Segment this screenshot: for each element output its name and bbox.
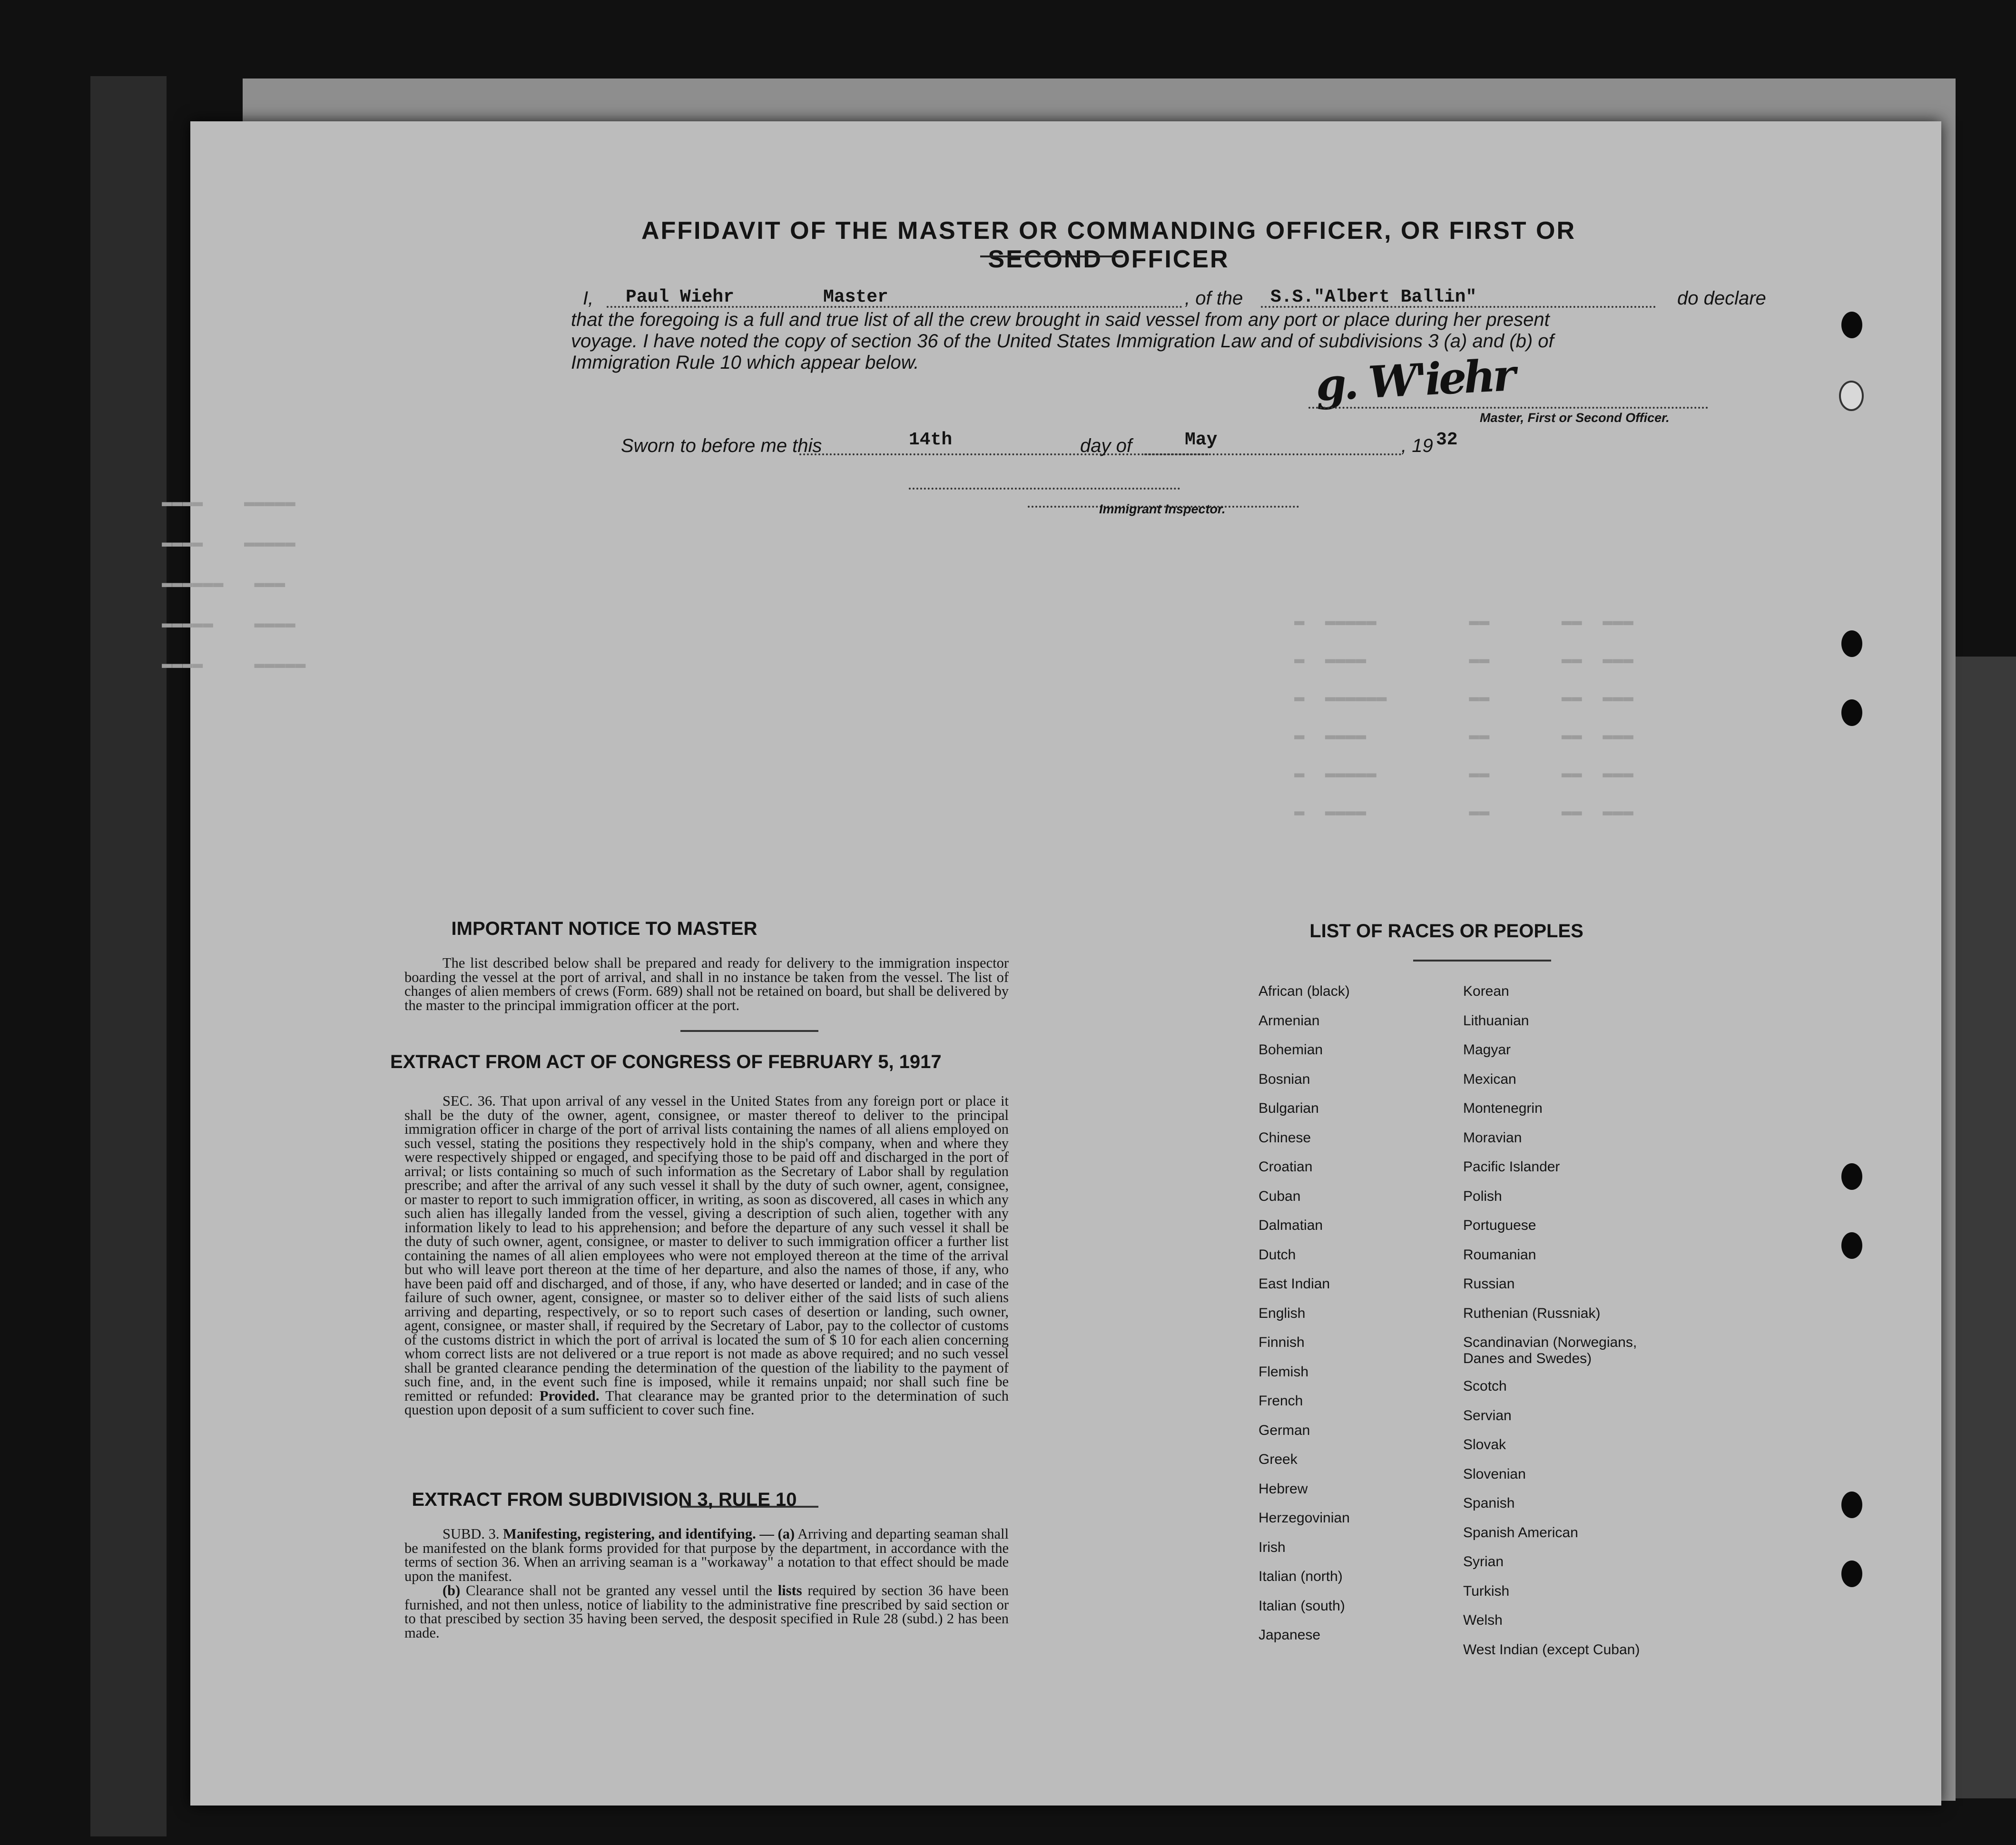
race-item: Hebrew [1259, 1481, 1308, 1497]
race-item: Cuban [1259, 1188, 1301, 1204]
rule-part-a [404, 1527, 1009, 1583]
day-of-label: day of [1080, 435, 1132, 456]
race-item: Scotch [1463, 1378, 1507, 1394]
part-b-lists: lists [777, 1582, 802, 1599]
notice-text: The list described below shall be prepared and ready for delivery to the immigration inspector boarding the vessel at the port of arrival, and shall in no instance be taken from the vessel. The list of changes of alien members of crews (Form. 689) shall not be retained on board, but shall be delivered by the master to the principal immigration officer at the port. [404, 955, 1009, 1013]
race-item: East Indian [1259, 1276, 1330, 1292]
race-item: Portuguese [1463, 1217, 1536, 1233]
race-item: Montenegrin [1463, 1100, 1543, 1116]
part-a-label: — (a) [759, 1526, 795, 1542]
master-name: Paul Wiehr [626, 287, 735, 307]
race-item: Spanish [1463, 1495, 1515, 1511]
punch-hole [1841, 312, 1862, 338]
race-item: Mexican [1463, 1071, 1516, 1087]
punch-hole [1841, 1163, 1862, 1190]
punch-hole [1841, 1232, 1862, 1259]
declaration-line-3: voyage. I have noted the copy of section 36 of the United States Immigration Law and of subdivisions 3 (a) and (b) of [571, 331, 1554, 352]
act-text [404, 1094, 1009, 1417]
rule-title: EXTRACT FROM SUBDIVISION 3, RULE 10 [412, 1489, 797, 1510]
race-item: Servian [1463, 1407, 1512, 1423]
sworn-label: Sworn to before me this [621, 435, 822, 456]
film-backdrop-left [90, 76, 167, 1836]
race-item: Magyar [1463, 1042, 1511, 1058]
sworn-year: 32 [1436, 430, 1458, 450]
year-prefix: , 19 [1401, 435, 1433, 456]
race-item: Lithuanian [1463, 1012, 1529, 1029]
race-item: Armenian [1259, 1012, 1320, 1029]
race-item: Roumanian [1463, 1246, 1536, 1263]
race-item: Italian (south) [1259, 1598, 1345, 1614]
race-item: Welsh [1463, 1612, 1503, 1628]
affidavit-title: AFFIDAVIT OF THE MASTER OR COMMANDING OFFICER, OR FIRST OR SECOND OFFICER [641, 217, 1576, 273]
race-item: Chinese [1259, 1129, 1311, 1146]
part-b-text-2: required by section 36 have been furnished, and not then unless, notice of liability to the administrative fine prescribed by said section or to that prescibed by section 35 having been served, the desposit specified in Rule 28 (subd.) 2 has been made. [404, 1582, 1009, 1641]
punch-hole [1841, 1492, 1862, 1518]
race-item: German [1259, 1422, 1310, 1438]
signature-line [1308, 407, 1708, 409]
sworn-day: 14th [909, 430, 953, 450]
races-title: LIST OF RACES OR PEOPLES [1309, 921, 1583, 942]
race-item: Italian (north) [1259, 1569, 1343, 1584]
race-item: Polish [1463, 1188, 1502, 1204]
master-rank: Master [823, 287, 888, 307]
race-item: Turkish [1463, 1583, 1510, 1599]
race-item: Bosnian [1259, 1071, 1310, 1087]
punch-hole [1841, 1560, 1862, 1587]
race-item: African (black) [1259, 983, 1350, 999]
declaration-line-2: that the foregoing is a full and true list of all the crew brought in said vessel from any port or place during her present [571, 309, 1550, 330]
act-provided: Provided. [539, 1387, 600, 1404]
race-item: Korean [1463, 983, 1509, 999]
rule-part-b [404, 1584, 1009, 1640]
race-item: Moravian [1463, 1129, 1522, 1146]
race-item: Syrian [1463, 1554, 1504, 1570]
race-item: Croatian [1259, 1159, 1313, 1175]
signature-caption: Master, First or Second Officer. [1480, 411, 1670, 425]
punch-hole [1841, 699, 1862, 726]
part-b-text-1: Clearance shall not be granted any vessel until the [465, 1582, 773, 1599]
title-divider [980, 255, 1123, 257]
race-item: English [1259, 1305, 1306, 1321]
race-item: Bohemian [1259, 1042, 1323, 1058]
subd-label: SUBD. 3. [443, 1526, 500, 1542]
sworn-month: May [1185, 430, 1218, 450]
races-left-column [1259, 983, 1350, 1657]
punch-hole [1839, 381, 1864, 411]
race-item: Finnish [1259, 1335, 1305, 1350]
act-title: EXTRACT FROM ACT OF CONGRESS OF FEBRUARY 5, 1917 [390, 1051, 942, 1072]
affidavit-page: ▬▬▬▬ ▬▬▬▬▬ ▬▬▬▬ ▬▬▬▬▬ ▬▬▬▬▬▬ ▬▬▬ ▬▬▬▬▬ ▬▬▬▬ ▬▬▬▬ ▬▬▬▬▬ ▬ ▬▬▬▬▬ ▬▬ ▬▬ ▬▬▬ ▬ ▬▬▬▬ ▬▬ ▬▬ ▬▬▬ ▬ ▬▬▬▬▬▬ ▬▬ ▬▬ ▬▬▬ ▬ ▬▬▬▬ ▬▬ ▬▬ ▬▬▬ ▬ ▬▬▬▬▬ ▬▬ ▬▬ ▬▬▬ ▬ ▬▬▬▬ ▬▬ ▬▬ ▬▬▬ AFFIDAVIT OF THE MASTER OR COMMANDING OFFICER, OR FIRST OR SECOND OFFICER I, Paul Wiehr Master , of the S.S."Albert Ballin" do declare that the foregoing is a full and true list of all the crew brought in said vessel from any port or place during her present voyage. I have noted the copy of section 36 of the United States Immigration Law and of subdivisions 3 (a) and (b) of Immigration Rule 10 which appear below. g. W'iehr Master, First or Second Officer. Sworn to before me this 14th day of May , 19 32 Immigrant Inspector. IMPORTANT NOTICE TO MASTER The list described below shall be prepared and ready for delivery to the immigration inspector boarding the vessel at the port of arrival, and shall in no instance be taken from the vessel. The list of changes of alien members of crews (Form. 689) shall not be retained on board, but shall be delivered by the master to the principal immigration officer at the port. EXTRACT FROM ACT OF CONGRESS OF FEBRUARY 5, 1917 SEC. 36. That upon arrival of any vessel in the United States from any foreign port or place it shall be the duty of the owner, agent, consignee, or master thereof to deliver to the principal immigration officer in charge of the port of arrival lists containing the names of all aliens employed on such vessel, stating the positions they respectively hold in the ship's company, when and where they were respectively shipped or engaged, and specifying those to be paid off and discharged in the port of arrival; or lists containing so much of such information as the Secretary of Labor shall by regulation prescribe; and after the arrival of any such vessel it shall by the duty of such owner, agent, consignee, or master to report to such immigration officer, in writing, as soon as discovered, all cases in which any such alien has illegally landed from the vessel, giving a description of such alien, together with any information likely to lead to his apprehension; and before the departure of any such vessel it shall be the duty of such owner, agent, consignee, or master to deliver to such immigration officer a further list containing the names of all alien employees who were not employed thereon at the time of the arrival but who will leave port thereon at the time of her departure, and also the names of those, if any, who have been paid off and discharged, and of those, if any, who have deserted or landed; and in case of the failure of such owner, agent, consignee, or master so to deliver either of the said lists of such aliens arriving and departing, respectively, or so to report such cases of desertion or landing, such owner, agent, consignee, or master shall, if required by the Secretary of Labor, pay to the collector of customs of the customs district in which the port of arrival is located the sum of $ 10 for each alien concerning whom correct lists are not delivered or a true report is not made as above required; and no such vessel shall be granted clearance pending the determination of the question of the liability to the payment of such fine, and, in the event such fine is imposed, while it remains unpaid; nor shall such fine be remitted or refunded: Provided. That clearance may be granted prior to the determination of such question upon deposit of a sum sufficient to cover such fine. EXTRACT FROM SUBDIVISION 3, RULE 10 SUBD. 3. Manifesting, registering, and identifying. — (a) Arriving and departing seaman shall be manifested on the blank forms provided for that purpose by the department, in accordance with the terms of section 36. When an arriving seaman is a "workaway" a notation to that effect should be made upon the manifest. (b) Clearance shall not be granted any vessel until the lists required by section 36 have been furnished, and not then unless, notice of liability to the administrative fine prescribed by said section or to that prescibed by section 35 having been served, the desposit specified in Rule 28 (subd.) 2 has been made. LIST OF RACES OR PEOPLES African (black) Armenian Bohemian Bosnian Bulgarian Chinese Croatian Cuban Dalmatian Dutch East Indian English Finnish Flemish French German Greek Hebrew Herzegovinian Irish Italian (north) Italian (south) Japanese Korean Lithuanian Magyar Mexican Montenegrin Moravian Pacific Islander Polish Portuguese Roumanian Russian Ruthenian (Russniak) Scandinavian (Norwegians, Danes and Swedes) Scotch Servian Slovak Slovenian Spanish Spanish American Syrian Turkish Welsh West Indian (except Cuban) [190, 121, 1941, 1806]
inspector-caption: Immigrant Inspector. [1099, 502, 1226, 516]
race-item: Dalmatian [1259, 1217, 1323, 1233]
race-item: Spanish American [1463, 1524, 1578, 1541]
race-item: Bulgarian [1259, 1100, 1319, 1116]
notice-title: IMPORTANT NOTICE TO MASTER [451, 918, 757, 939]
race-item: Flemish [1259, 1364, 1309, 1380]
part-a-text: Arriving and departing seaman shall be manifested on the blank forms provided for that purpose by the department, in accordance with the terms of section 36. When an arriving seaman is a "workaway" a notation to that effect should be made upon the manifest. [404, 1526, 1009, 1584]
race-item: Greek [1259, 1452, 1298, 1467]
month-blank [1144, 453, 1401, 455]
part-b-label: (b) [443, 1582, 461, 1599]
vessel-name: S.S."Albert Ballin" [1270, 287, 1477, 307]
race-item: Japanese [1259, 1627, 1321, 1643]
notice-divider [680, 1030, 818, 1032]
do-declare-label: do declare [1677, 288, 1766, 309]
subd-heading: Manifesting, registering, and identifying. [503, 1526, 756, 1542]
punch-hole [1841, 630, 1862, 657]
race-item: West Indian (except Cuban) [1463, 1641, 1640, 1658]
race-item: Slovak [1463, 1437, 1506, 1452]
race-item: Ruthenian (Russniak) [1463, 1305, 1601, 1321]
declaration-line-4: Immigration Rule 10 which appear below. [571, 352, 919, 373]
race-item: Slovenian [1463, 1466, 1526, 1482]
race-item: Dutch [1259, 1246, 1296, 1263]
races-divider [1413, 960, 1551, 962]
races-right-column [1463, 983, 1668, 1671]
act-body-end: That clearance may be granted prior to the determination of such question upon deposit of a sum sufficient to cover such fine. [404, 1387, 1009, 1418]
race-item: Pacific Islander [1463, 1159, 1560, 1175]
master-signature: g. W'iehr [1314, 349, 1514, 411]
race-item: Herzegovinian [1259, 1510, 1350, 1526]
of-the-label: , of the [1185, 288, 1243, 309]
race-item: Irish [1259, 1539, 1286, 1555]
inspector-line-top [909, 488, 1180, 490]
declaration-pronoun: I, [583, 288, 594, 309]
race-item: Scandinavian (Norwegians, Danes and Swedes) [1463, 1335, 1637, 1366]
race-item: French [1259, 1393, 1303, 1409]
race-item: Russian [1463, 1276, 1515, 1292]
act-body: SEC. 36. That upon arrival of any vessel in the United States from any foreign port or place it shall be the duty of the owner, agent, consignee, or master thereof to deliver to the principal immigration officer in charge of the port of arrival lists containing the names of all aliens employed on such vessel, stating the positions they respectively hold in the ship's company, when and where they were respectively shipped or engaged, and specifying those to be paid off and discharged in the port of arrival; or lists containing so much of such information as the Secretary of Labor shall by regulation prescribe; and after the arrival of any such vessel it shall by the duty of such owner, agent, consignee, or master to report to such immigration officer, in writing, as soon as discovered, all cases in which any such alien has illegally landed from the vessel, giving a description of such alien, together with any information likely to lead to his apprehension; and before the departure of any such vessel it shall be the duty of such owner, agent, consignee, or master to deliver to such immigration officer a further list containing the names of all alien employees who were not employed thereon at the time of the arrival but who will leave port thereon at the time of her departure, and also the names of those, if any, who have been paid off and discharged, and of those, if any, who have deserted or landed; and in case of the failure of such owner, agent, consignee, or master so to deliver either of the said lists of such aliens arriving and departing, respectively, or so to report such cases of desertion or landing, such owner, agent, consignee, or master shall, if required by the Secretary of Labor, pay to the collector of customs of the customs district in which the port of arrival is located the sum of $ 10 for each alien concerning whom correct lists are not delivered or a true report is not made as above required; and no such vessel shall be granted clearance pending the determination of the question of the liability to the payment of such fine, and, in the event such fine is imposed, while it remains unpaid; nor shall such fine be remitted or refunded: [404, 1093, 1009, 1404]
